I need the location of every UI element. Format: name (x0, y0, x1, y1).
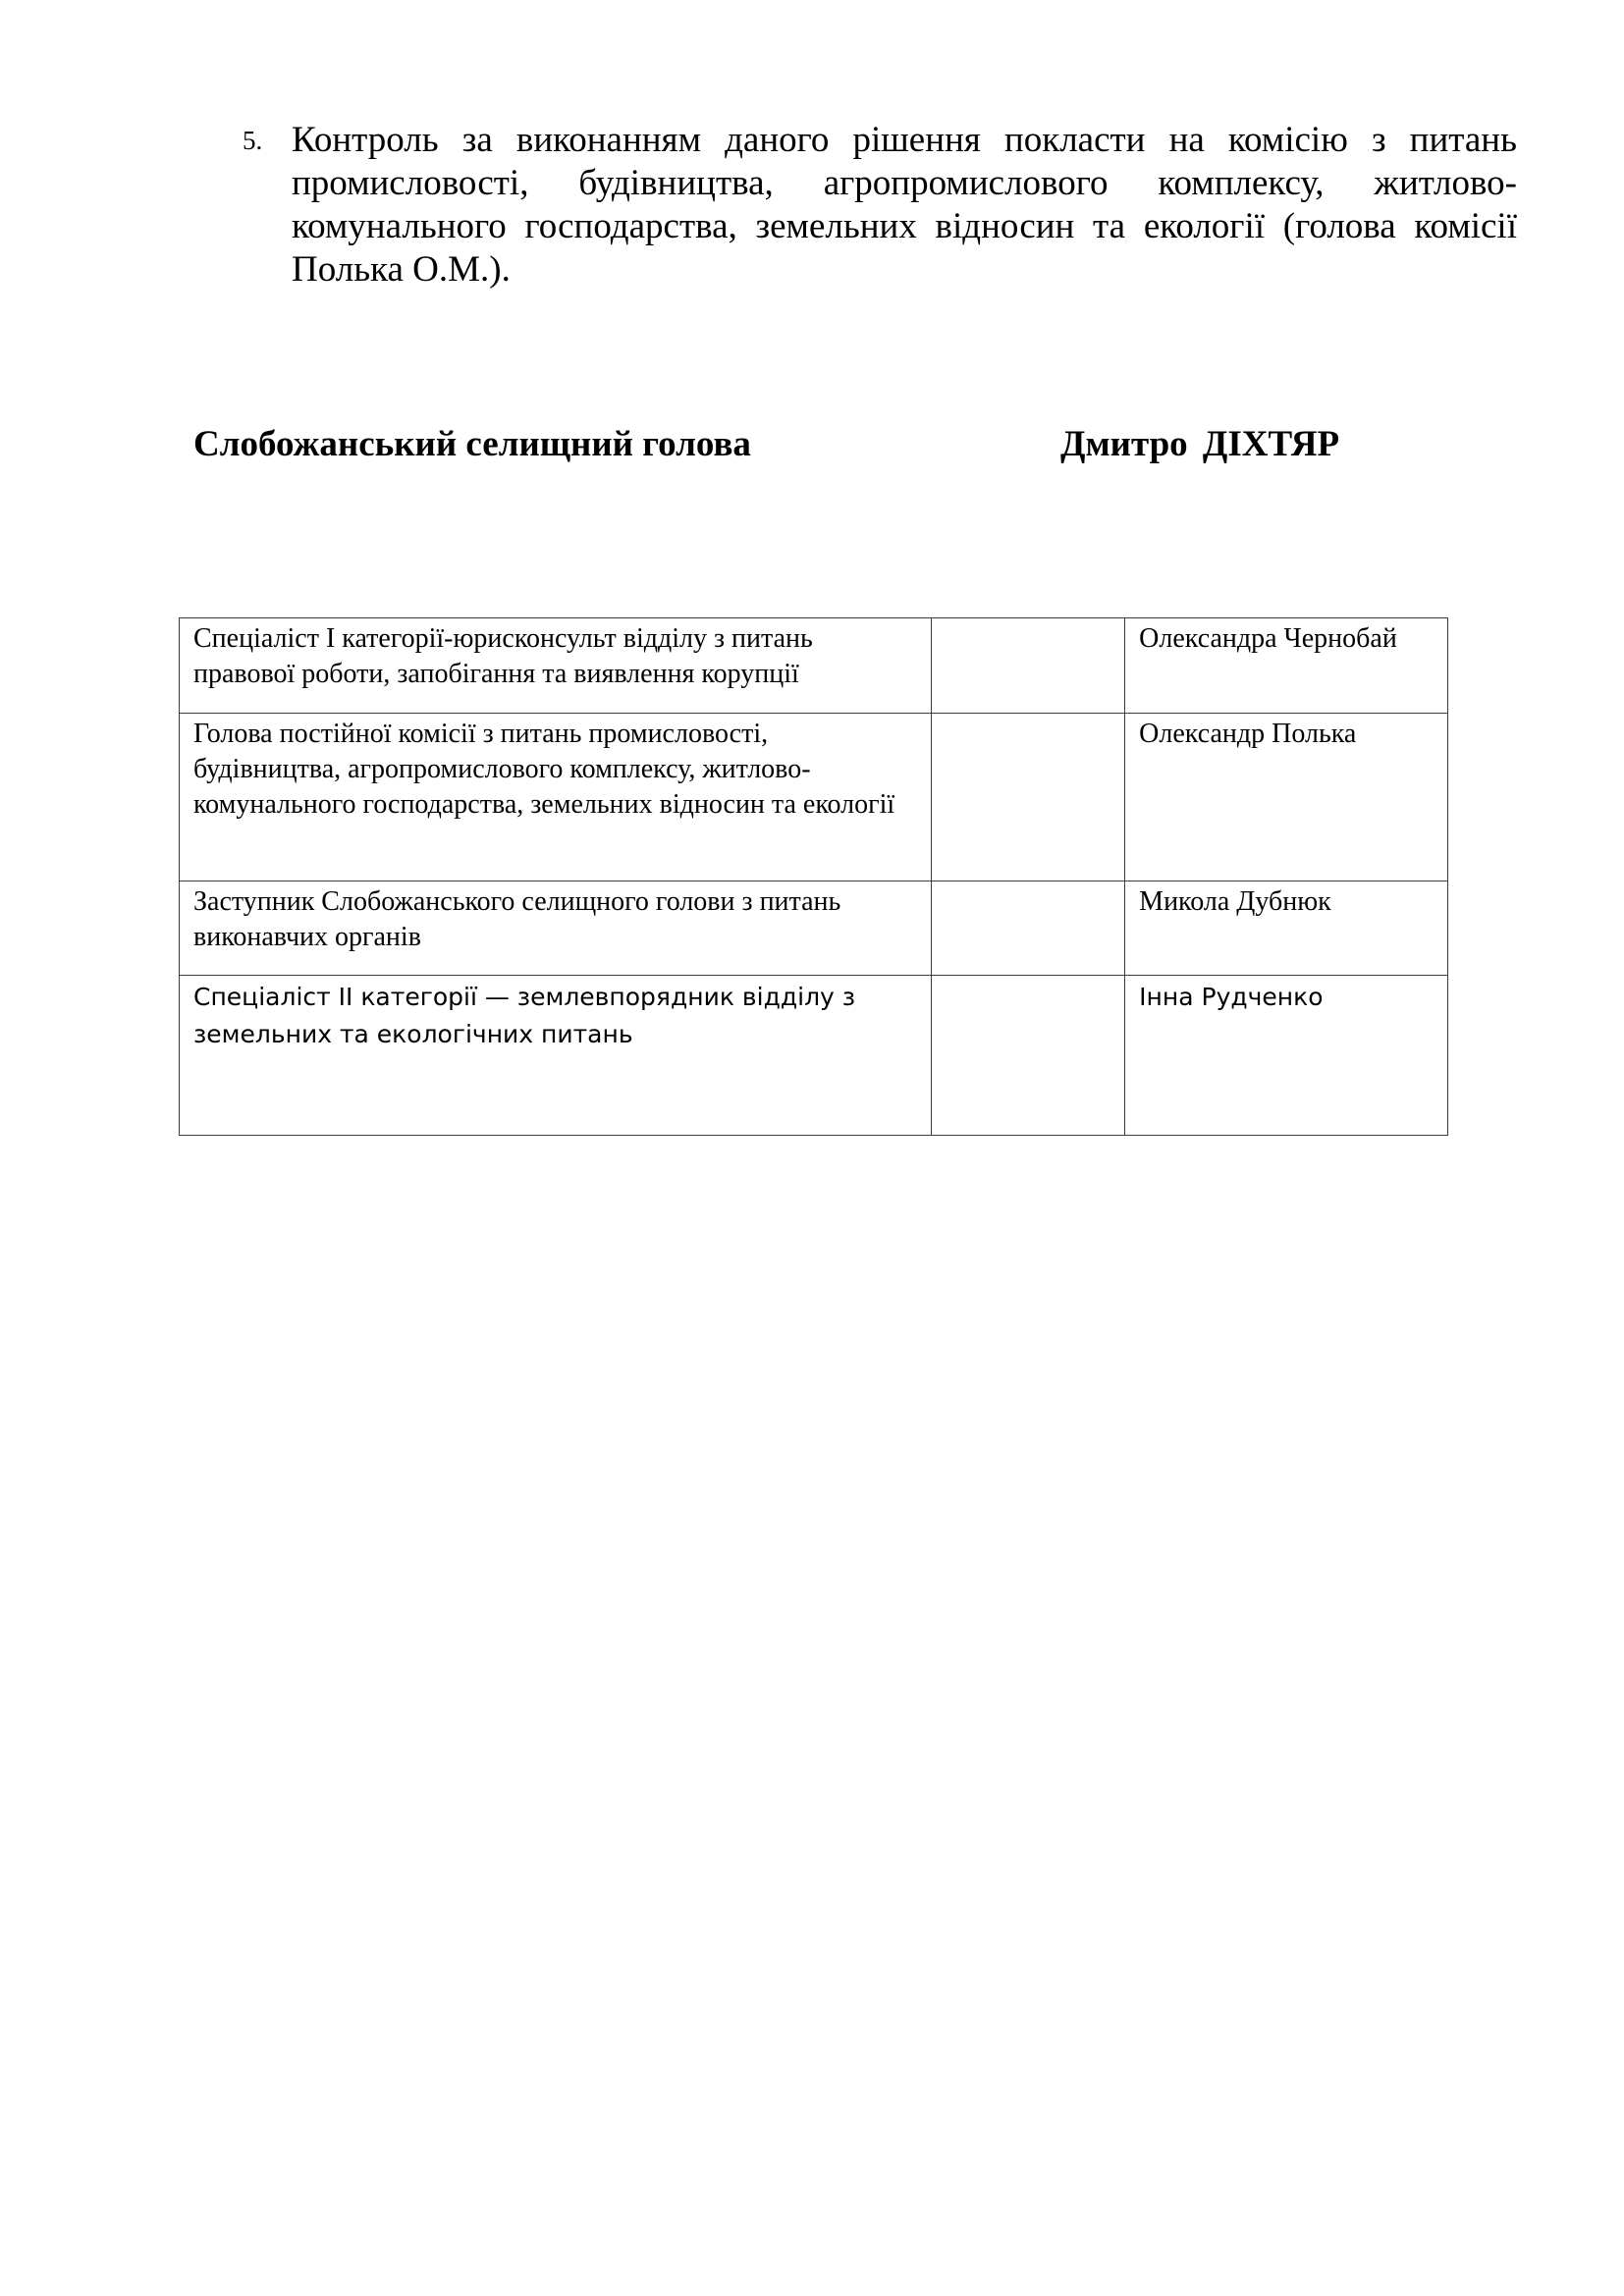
name-cell: Олександр Полька (1125, 714, 1448, 881)
signature-cell (932, 976, 1125, 1136)
signature-cell (932, 881, 1125, 976)
approval-table (179, 617, 1448, 1136)
signatory-title: Слобожанський селищний голова (193, 424, 751, 464)
position-cell: Спеціаліст ІІ категорії — землевпорядник відділу з земельних та екологічних питань (180, 976, 932, 1136)
item-number: 5. (243, 126, 263, 155)
table-row (180, 976, 1448, 1136)
item-text: Контроль за виконанням даного рішення покласти на комісію з питань промисловості, будівництва, агропромислового комплексу, житлово-комунального господарства, земельних відносин та екології (голова комісії Полька О.М.). (292, 120, 1517, 290)
signature-cell (932, 714, 1125, 881)
position-cell: Спеціаліст І категорії-юрисконсульт відділу з питань правової роботи, запобігання та виявлення корупції (180, 618, 932, 714)
signatory-name: Дмитро ДІХТЯР (1060, 424, 1340, 464)
name-cell: Микола Дубнюк (1125, 881, 1448, 976)
decision-item-5 (243, 119, 1519, 292)
table-row (180, 714, 1448, 881)
table-row (180, 881, 1448, 976)
signature-cell (932, 618, 1125, 714)
position-cell: Голова постійної комісії з питань промисловості, будівництва, агропромислового комплексу, житлово-комунального господарства, земельних відносин та екології (180, 714, 932, 881)
name-cell: Інна Рудченко (1125, 976, 1448, 1136)
table-row (180, 618, 1448, 714)
position-cell: Заступник Слобожанського селищного голови з питань виконавчих органів (180, 881, 932, 976)
name-cell: Олександра Чернобай (1125, 618, 1448, 714)
